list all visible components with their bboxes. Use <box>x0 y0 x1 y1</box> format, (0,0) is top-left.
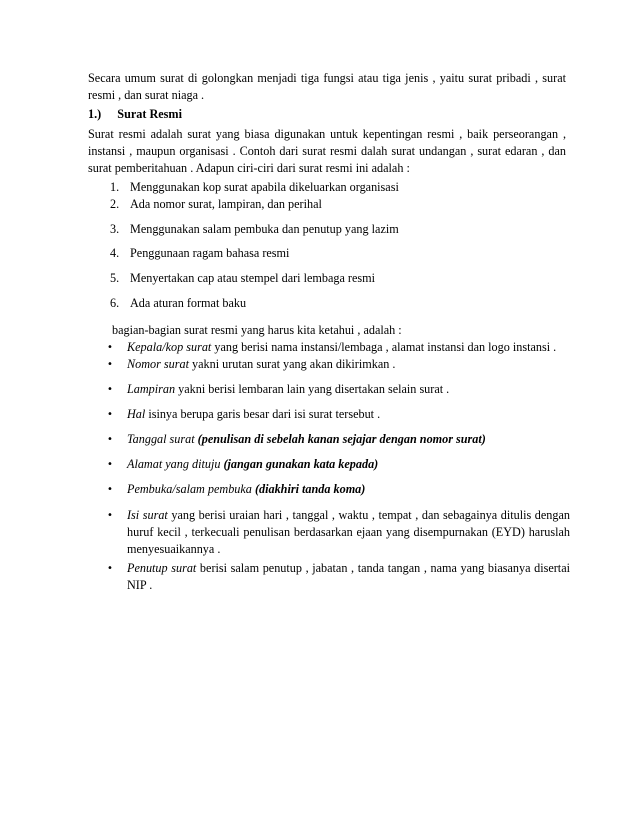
bullet-icon: • <box>107 409 113 420</box>
list-item: • Kepala/kop surat yang berisi nama instansi/lembaga , alamat instansi dan logo instansi . <box>107 340 557 354</box>
bullet-icon: • <box>107 484 113 495</box>
list-item: • Alamat yang dituju (jangan gunakan kata kepada) <box>107 457 379 471</box>
intro-paragraph: Secara umum surat di golongkan menjadi tiga fungsi atau tiga jenis , yaitu surat pribadi , surat resmi , dan surat niaga . <box>88 71 566 102</box>
list-item: • Tanggal surat (penulisan di sebelah kanan sejajar dengan nomor surat) <box>107 432 486 446</box>
bullet-icon: • <box>107 434 113 445</box>
bullet-icon: • <box>107 459 113 470</box>
document-page: Secara umum surat di golongkan menjadi tiga fungsi atau tiga jenis , yaitu surat pribadi , surat resmi , dan surat niaga . 1.) Surat Resmi Surat resmi adalah surat yang biasa digunakan untuk kepentingan resmi , baik perseorangan , instansi , maupun organisasi . Contoh dari surat resmi dalah surat undangan , surat edaran , dan surat pemberitahuan . Adapun ciri-ciri dari surat resmi ini adalah : 1. Menggunakan kop surat apabila dikeluarkan organisasi 2. Ada nomor surat, lampiran, dan perihal 3. Menggunakan salam pembuka dan penutup yang lazim 4. Penggunaan ragam bahasa resmi 5. Menyertakan cap atau stempel dari lembaga resmi 6. Ada aturan format baku bagian-bagian surat resmi yang harus kita ketahui , adalah : • Kepala/kop surat yang berisi nama instansi/lembaga , alamat instansi dan logo instansi . • Nomor surat yakni urutan surat yang akan dikirimkan . • Lampiran yakni berisi lembaran lain yang disertakan selain surat . • Hal isinya berupa garis besar dari isi surat tersebut . • Tanggal surat (penulisan di sebelah kanan sejajar dengan nomor surat) • Alamat yang dituju (jangan gunakan kata kepada) • Pembuka/salam pembuka (diakhiri tanda koma) • Isi surat yang berisi uraian hari , tanggal , waktu , tempat , dan sebagainya ditulis dengan huruf kecil , terkecuali penulisan berdasarkan ejaan yang disempurnakan (EYD) haruslah menyesuaikannya . • Penutup surat berisi salam penutup , jabatan , tanda tangan , nama yang biasanya disertai NIP . <box>88 71 570 592</box>
bullet-icon: • <box>107 384 113 395</box>
parts-intro: bagian-bagian surat resmi yang harus kita ketahui , adalah : <box>112 323 402 337</box>
bullet-icon: • <box>107 342 113 353</box>
section-title: Surat Resmi <box>117 107 182 121</box>
list-item: • Hal isinya berupa garis besar dari isi surat tersebut . <box>107 407 381 421</box>
list-item: • Isi surat yang berisi uraian hari , tanggal , waktu , tempat , dan sebagainya ditulis dengan huruf kecil , terkecuali penulisan berdasarkan ejaan yang disempurnakan (EYD) haruslah menyesuaikannya . <box>107 508 570 556</box>
bullet-icon: • <box>107 510 113 521</box>
section-number: 1.) <box>88 107 102 121</box>
section-heading <box>88 106 566 123</box>
list-item: • Nomor surat yakni urutan surat yang akan dikirimkan . <box>107 357 396 371</box>
list-item: • Lampiran yakni berisi lembaran lain yang disertakan selain surat . <box>107 382 450 396</box>
bullet-icon: • <box>107 563 113 574</box>
list-item: • Pembuka/salam pembuka (diakhiri tanda koma) <box>107 482 366 496</box>
definition-paragraph: Surat resmi adalah surat yang biasa digunakan untuk kepentingan resmi , baik perseorangan , instansi , maupun organisasi . Contoh dari surat resmi dalah surat undangan , surat edaran , dan surat pemberitahuan . Adapun ciri-ciri dari surat resmi ini adalah : <box>88 127 566 175</box>
bullet-icon: • <box>107 359 113 370</box>
list-item: • Penutup surat berisi salam penutup , jabatan , tanda tangan , nama yang biasanya disertai NIP . <box>107 561 570 592</box>
